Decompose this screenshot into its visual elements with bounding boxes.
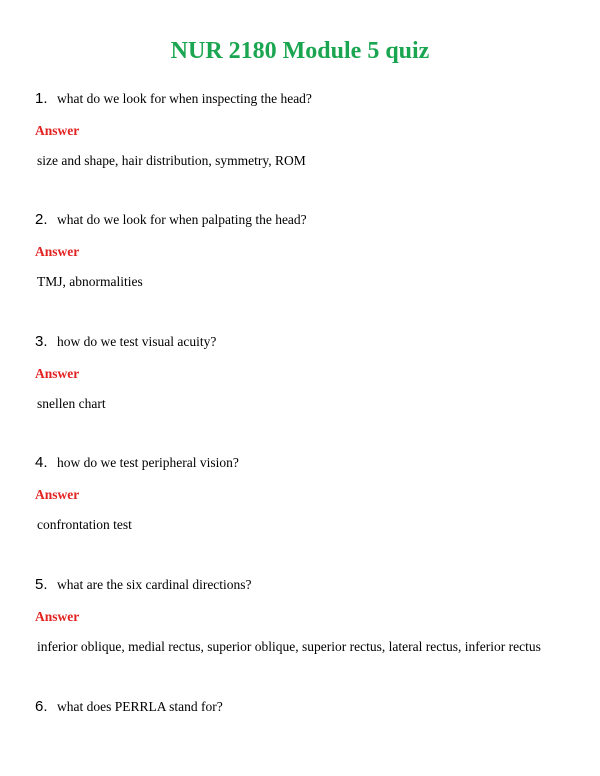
question-text: how do we test visual acuity? <box>57 334 217 349</box>
answer-text: confrontation test <box>37 517 132 532</box>
answer-label: Answer <box>35 609 80 624</box>
question-number: 3. <box>35 333 48 350</box>
question-number: 5. <box>35 576 48 593</box>
question-text: how do we test peripheral vision? <box>57 455 239 470</box>
question-line <box>35 454 575 476</box>
answer-label: Answer <box>35 366 80 381</box>
question-number: 2. <box>35 211 48 228</box>
question-text: what are the six cardinal directions? <box>57 577 252 592</box>
question-line <box>35 90 575 112</box>
question-line <box>35 576 575 598</box>
question-number: 1. <box>35 90 48 107</box>
question-number: 6. <box>35 698 48 715</box>
answer-text: TMJ, abnormalities <box>37 274 143 289</box>
answer-label: Answer <box>35 487 80 502</box>
quiz-item <box>35 698 575 720</box>
question-line <box>35 333 575 355</box>
question-line <box>35 698 575 720</box>
answer-text: inferior oblique, medial rectus, superior oblique, superior rectus, lateral rectus, inferior rectus <box>37 639 541 654</box>
quiz-item <box>35 576 575 656</box>
quiz-item <box>35 90 575 170</box>
question-text: what do we look for when inspecting the head? <box>57 91 312 106</box>
question-text: what do we look for when palpating the head? <box>57 212 307 227</box>
question-number: 4. <box>35 454 48 471</box>
answer-label: Answer <box>35 244 80 259</box>
answer-label: Answer <box>35 123 80 138</box>
question-line <box>35 211 575 233</box>
answer-text: snellen chart <box>37 396 106 411</box>
quiz-item <box>35 454 575 534</box>
quiz-item <box>35 211 575 291</box>
quiz-item <box>35 333 575 413</box>
question-text: what does PERRLA stand for? <box>57 699 223 714</box>
document-title: NUR 2180 Module 5 quiz <box>170 38 430 64</box>
answer-text: size and shape, hair distribution, symmetry, ROM <box>37 153 306 168</box>
